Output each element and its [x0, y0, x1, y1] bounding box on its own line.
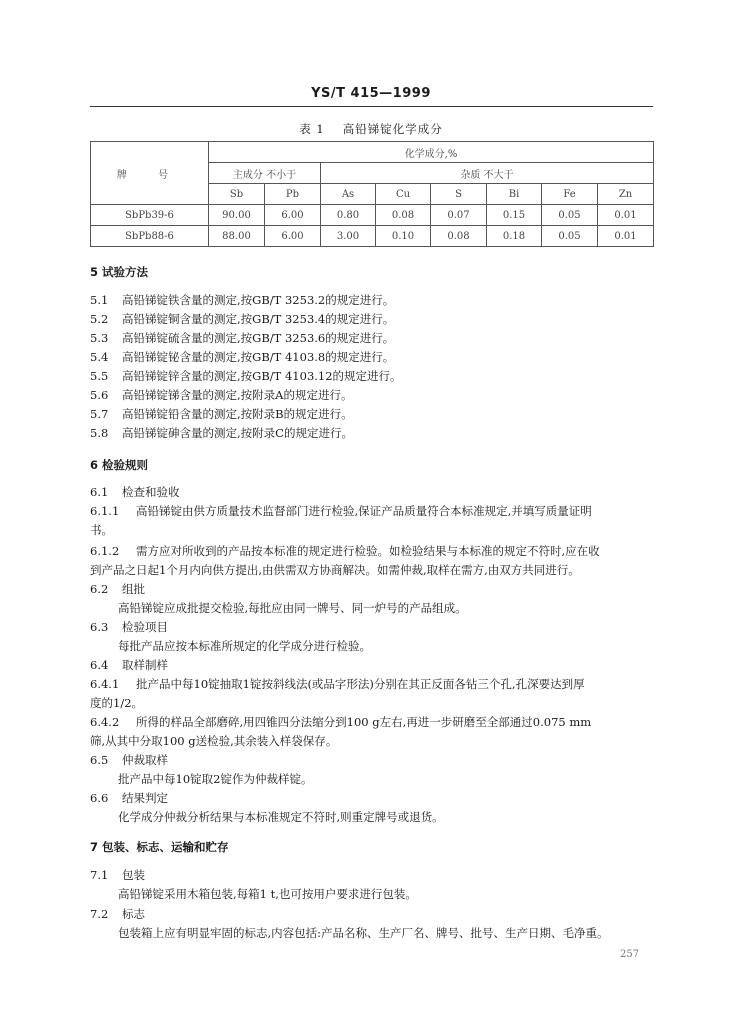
clause-6-6	[90, 789, 168, 808]
clause-6-3-text: 每批产品应按本标准所规定的化学成分进行检验。	[118, 639, 371, 653]
clause-number: 5.4	[90, 350, 109, 364]
clause-text: 高铅锑锭铁含量的测定,按GB/T 3253.2的规定进行。	[122, 293, 395, 307]
clause-7-2	[90, 905, 145, 924]
clause-number: 5.3	[90, 331, 109, 345]
clause-text: 需方应对所收到的产品按本标准的规定进行检验。如检验结果与本标准的规定不符时,应在收	[136, 544, 600, 558]
clause-6-1-1	[90, 502, 592, 521]
clause-heading: 检查和验收	[122, 485, 180, 499]
standard-code-header: YS/T 415—1999	[311, 86, 431, 101]
chemical-composition-table	[90, 141, 654, 247]
clause-5-1	[90, 291, 394, 310]
clause-number: 6.4	[90, 658, 109, 672]
clause-number: 6.1.2	[90, 544, 120, 558]
clause-text: 高铅锑锭铅含量的测定,按附录B的规定进行。	[122, 407, 353, 421]
composition-header-cell: 化学成分,%	[209, 142, 654, 163]
clause-6-3	[90, 618, 168, 637]
clause-number: 6.5	[90, 753, 109, 767]
section-6-title: 6 检验规则	[90, 458, 149, 472]
section-5-title: 5 试验方法	[90, 265, 149, 279]
clause-text: 所得的样品全部磨碎,用四锥四分法缩分到100 g左右,再进一步研磨至全部通过0.075 mm	[136, 715, 592, 729]
clause-text: 高铅锑锭硫含量的测定,按GB/T 3253.6的规定进行。	[122, 331, 395, 345]
clause-6-2-text: 高铅锑锭应成批提交检验,每批应由同一牌号、同一炉号的产品组成。	[118, 601, 467, 615]
clause-number: 6.4.2	[90, 715, 120, 729]
clause-6-1-2	[90, 542, 600, 561]
column-header: Zn	[598, 184, 654, 205]
column-header: Cu	[376, 184, 431, 205]
clause-6-5	[90, 751, 168, 770]
clause-number: 6.4.1	[90, 677, 120, 691]
value-cell: 0.01	[598, 205, 654, 226]
main-component-header-cell: 主成分 不小于	[209, 163, 321, 184]
table-number: 表 1	[299, 122, 325, 136]
clause-text: 批产品中每10锭抽取1锭按斜线法(或品字形法)分别在其正反面各钻三个孔,孔深要达到厚	[136, 677, 585, 691]
clause-5-3	[90, 329, 394, 348]
value-cell: 88.00	[209, 226, 265, 247]
clause-6-1-2-cont: 到产品之日起1个月内向供方提出,由供需双方协商解决。如需仲裁,取样在需方,由双方共同进行。	[90, 563, 580, 577]
clause-5-2	[90, 310, 394, 329]
value-cell: 90.00	[209, 205, 265, 226]
clause-6-4-1	[90, 675, 585, 694]
clause-number: 5.2	[90, 312, 109, 326]
clause-5-7	[90, 405, 353, 424]
clause-heading: 结果判定	[122, 791, 168, 805]
clause-text: 高铅锑锭由供方质量技术监督部门进行检验,保证产品质量符合本标准规定,并填写质量证明	[136, 504, 592, 518]
clause-6-1	[90, 483, 180, 502]
value-cell: 0.80	[321, 205, 376, 226]
clause-5-6	[90, 386, 352, 405]
value-cell: 0.05	[542, 205, 598, 226]
value-cell: 0.08	[431, 226, 487, 247]
clause-number: 6.6	[90, 791, 109, 805]
clause-number: 7.1	[90, 868, 109, 882]
value-cell: 6.00	[265, 205, 321, 226]
clause-5-4	[90, 348, 394, 367]
clause-text: 高铅锑锭砷含量的测定,按附录C的规定进行。	[122, 426, 353, 440]
clause-text: 高铅锑锭锌含量的测定,按GB/T 4103.12的规定进行。	[122, 369, 402, 383]
clause-number: 6.1.1	[90, 504, 120, 518]
clause-number: 5.1	[90, 293, 109, 307]
clause-5-8	[90, 424, 353, 443]
column-header: As	[321, 184, 376, 205]
clause-7-1	[90, 866, 145, 885]
page-number: 257	[620, 949, 640, 960]
header-rule	[90, 106, 653, 107]
impurity-header-cell: 杂质 不大于	[321, 163, 654, 184]
clause-7-2-text: 包装箱上应有明显牢固的标志,内容包括:产品名称、生产厂名、牌号、批号、生产日期、毛净重。	[118, 926, 609, 940]
clause-5-5	[90, 367, 402, 386]
clause-6-4-2-cont: 筛,从其中分取100 g送检验,其余装入样袋保存。	[90, 734, 338, 748]
value-cell: 0.08	[376, 205, 431, 226]
clause-6-5-text: 批产品中每10锭取2锭作为仲裁样锭。	[118, 772, 313, 786]
grade-cell: SbPb39-6	[91, 205, 209, 226]
value-cell: 3.00	[321, 226, 376, 247]
column-header: Sb	[209, 184, 265, 205]
clause-6-4-2	[90, 713, 591, 732]
clause-6-6-text: 化学成分仲裁分析结果与本标准规定不符时,则重定牌号或退货。	[118, 810, 444, 824]
clause-heading: 组批	[122, 582, 145, 596]
clause-number: 5.6	[90, 388, 109, 402]
clause-heading: 包装	[122, 868, 145, 882]
value-cell: 0.18	[487, 226, 542, 247]
clause-heading: 取样制样	[122, 658, 168, 672]
value-cell: 0.15	[487, 205, 542, 226]
value-cell: 0.01	[598, 226, 654, 247]
clause-number: 7.2	[90, 907, 109, 921]
grade-cell: SbPb88-6	[91, 226, 209, 247]
value-cell: 0.10	[376, 226, 431, 247]
clause-number: 5.7	[90, 407, 109, 421]
clause-text: 高铅锑锭锑含量的测定,按附录A的规定进行。	[122, 388, 353, 402]
section-7-title: 7 包装、标志、运输和贮存	[90, 840, 229, 854]
clause-heading: 标志	[122, 907, 145, 921]
clause-text: 高铅锑锭铜含量的测定,按GB/T 3253.4的规定进行。	[122, 312, 395, 326]
clause-number: 6.2	[90, 582, 109, 596]
table-row	[91, 226, 654, 247]
table-row	[91, 205, 654, 226]
table-caption	[0, 121, 742, 137]
value-cell: 6.00	[265, 226, 321, 247]
value-cell: 0.07	[431, 205, 487, 226]
clause-number: 5.5	[90, 369, 109, 383]
clause-heading: 检验项目	[122, 620, 168, 634]
table-title: 高铅锑锭化学成分	[342, 122, 443, 136]
column-header: S	[431, 184, 487, 205]
clause-7-1-text: 高铅锑锭采用木箱包装,每箱1 t,也可按用户要求进行包装。	[118, 887, 417, 901]
column-header: Pb	[265, 184, 321, 205]
clause-6-4-1-cont: 度的1/2。	[90, 696, 144, 710]
clause-number: 5.8	[90, 426, 109, 440]
clause-number: 6.1	[90, 485, 109, 499]
clause-6-2	[90, 580, 145, 599]
clause-heading: 仲裁取样	[122, 753, 168, 767]
grade-header-cell: 牌 号	[91, 142, 209, 205]
clause-number: 6.3	[90, 620, 109, 634]
clause-6-4	[90, 656, 168, 675]
value-cell: 0.05	[542, 226, 598, 247]
column-header: Fe	[542, 184, 598, 205]
clause-text: 高铅锑锭铋含量的测定,按GB/T 4103.8的规定进行。	[122, 350, 395, 364]
clause-6-1-1-cont: 书。	[90, 523, 113, 537]
column-header: Bi	[487, 184, 542, 205]
